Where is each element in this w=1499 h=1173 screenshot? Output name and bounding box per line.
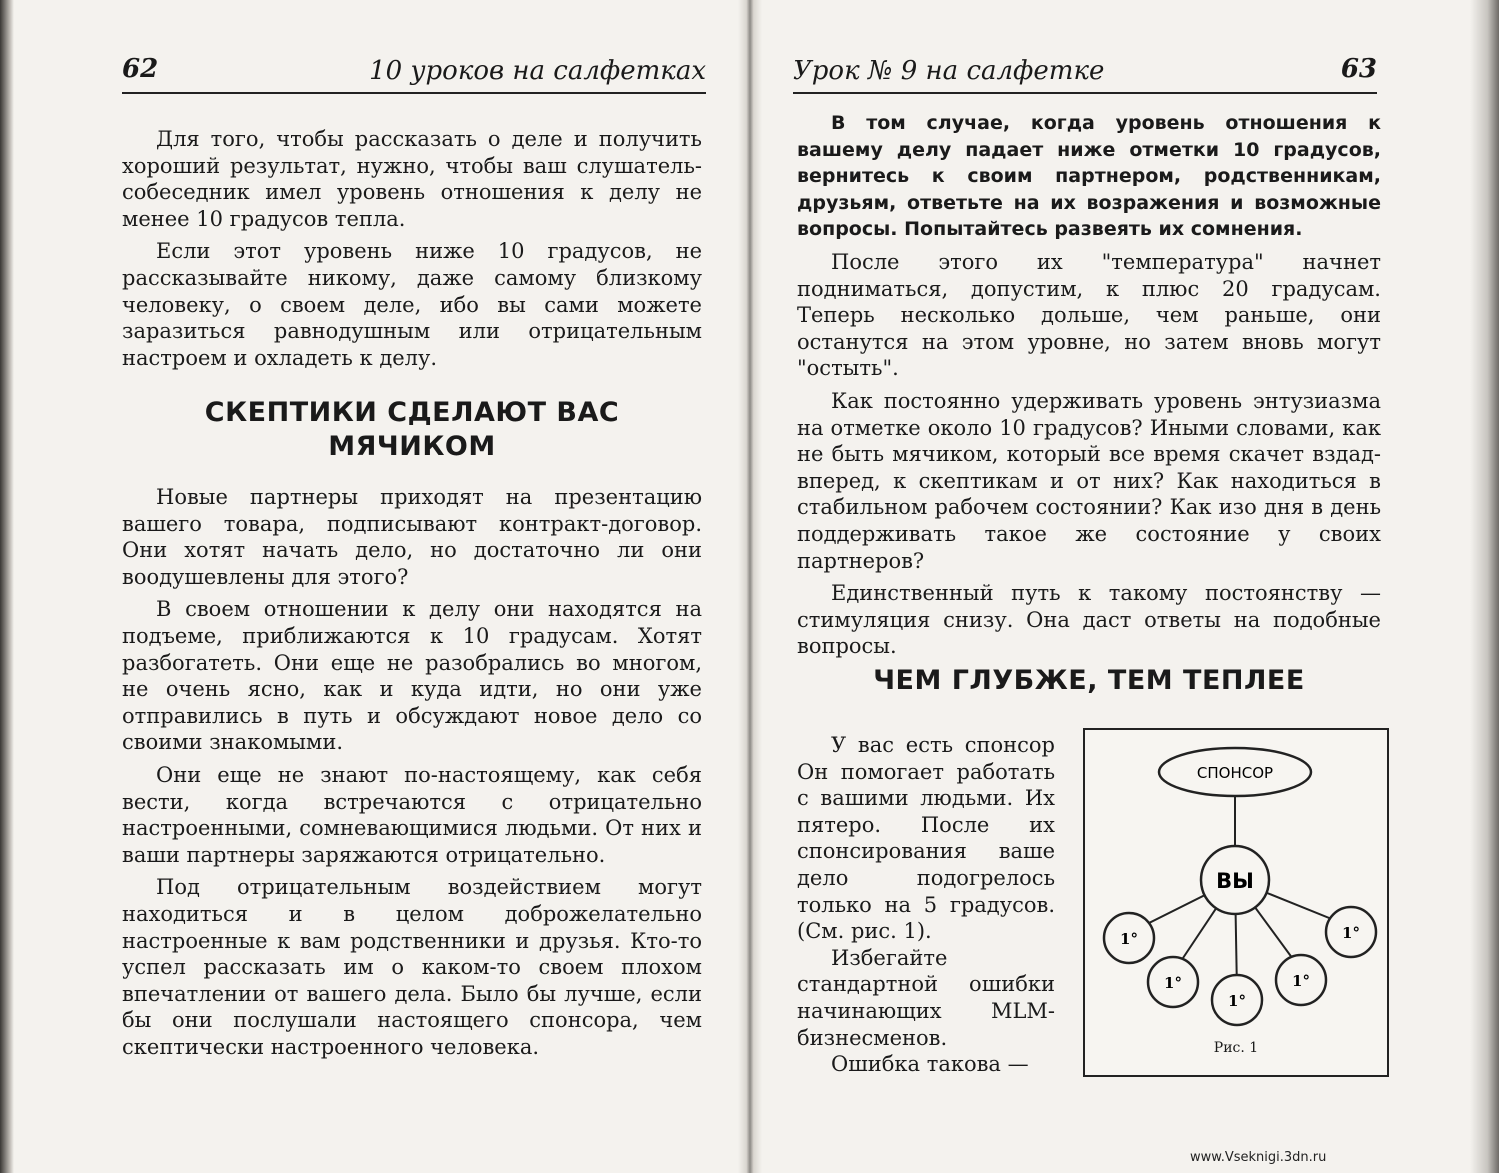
sponsor-diagram-svg [1085, 730, 1387, 1075]
paragraph: У вас есть спонсор Он помогает работать с вашими людьми. Их пятеро. После их спонсирования ваше дело подогрелось только на 5 градусов. (См. рис. 1). [797, 733, 1055, 944]
right-page [755, 0, 1499, 1173]
page-number: 63 [1340, 54, 1377, 84]
sponsor-label: СПОНСОР [1196, 764, 1274, 782]
paragraph: После этого их "температура" начнет подниматься, допустим, к плюс 20 градусам. Теперь несколько дольше, чем раньше, они останутся на этом уровне, но затем вновь могут "остыть". [797, 249, 1381, 381]
partner-node-label: 1° [1342, 924, 1360, 942]
section-heading: СКЕПТИКИ СДЕЛАЮТ ВАС МЯЧИКОМ [204, 397, 620, 462]
paragraph: В своем отношении к делу они находятся на подъеме, приближаются к 10 градусам. Хотят разбогатеть. Они еще не разобрались во многом, не очень ясно, как и куда идти, но они уже отправились в путь и обсуждают новое дело со своими знакомыми. [122, 597, 702, 755]
paragraph: Единственный путь к такому постоянству — стимуляция снизу. Она даст ответы на подобные вопросы. [797, 581, 1381, 659]
left-page-header [122, 52, 706, 94]
bold-paragraph: В том случае, когда уровень отношения к вашему делу падает ниже отметки 10 градусов, вернитесь к своим партнером, родственникам, друзьям, ответьте на их возражения и возможные вопросы. Попытайтесь развеять их сомнения. [797, 112, 1381, 241]
partner-node-label: 1° [1164, 974, 1182, 992]
left-body-top [122, 126, 702, 377]
running-title: 10 уроков на салфетках [369, 56, 706, 86]
partner-node-label: 1° [1228, 992, 1246, 1010]
paragraph: Под отрицательным воздействием могут находиться и в целом доброжелательно настроенные к вам родственники и друзья. Кто-то успел рассказать им о каком-то своем плохом впечатлении от вашего дела. Было бы лучше, если бы они послушали настоящего спонсора, чем скептически настроенного человека. [122, 875, 702, 1059]
paragraph: Ошибка такова — [831, 1052, 1029, 1077]
figure-sponsor-diagram [1083, 728, 1389, 1077]
paragraph: Они еще не знают по-настоящему, как себя вести, когда встречаются с отрицательно настроенными, сомневающимися людьми. От них и ваши партнеры заряжаются отрицательно. [122, 762, 702, 867]
partner-node-label: 1° [1120, 930, 1138, 948]
right-page-header [793, 52, 1377, 94]
running-title: Урок № 9 на салфетке [793, 56, 1105, 86]
you-label: ВЫ [1216, 869, 1254, 893]
paragraph: Если этот уровень ниже 10 градусов, не рассказывайте никому, даже самому близкому человеку, о своем деле, ибо вы сами можете заразиться равнодушным или отрицательным настроем и охладеть к делу. [122, 239, 702, 370]
page-number: 62 [122, 54, 159, 84]
paragraph: Новые партнеры приходят на презентацию вашего товара, подписывают контракт-договор. Они хотят начать дело, но достаточно ли они воодушевлены для этого? [122, 485, 702, 589]
left-page [0, 0, 745, 1173]
paragraph: Для того, чтобы рассказать о деле и получить хороший результат, нужно, чтобы ваш слушатель-собеседник имел уровень отношения к делу не менее 10 градусов тепла. [122, 127, 702, 231]
watermark: www.Vseknigi.3dn.ru [1190, 1150, 1327, 1165]
figure-caption: Рис. 1 [1213, 1040, 1259, 1056]
right-body [797, 110, 1381, 666]
figure-side-text [797, 732, 1055, 1078]
left-body-bottom [122, 484, 702, 1066]
partner-node-label: 1° [1292, 972, 1310, 990]
paragraph: Как постоянно удерживать уровень энтузиазма на отметке около 10 градусов? Иными словами, как не быть мячиком, который все время скачет вздад-вперед, к скептикам и от них? Как находиться в стабильном рабочем состоянии? Как изо дня в день поддерживать такое же состояние у своих партнеров? [797, 388, 1381, 573]
section-heading: ЧЕМ ГЛУБЖЕ, ТЕМ ТЕПЛЕЕ [873, 665, 1305, 696]
paragraph: Избегайте стандартной ошибки начинающих MLM-бизнесменов. [797, 945, 1055, 1050]
